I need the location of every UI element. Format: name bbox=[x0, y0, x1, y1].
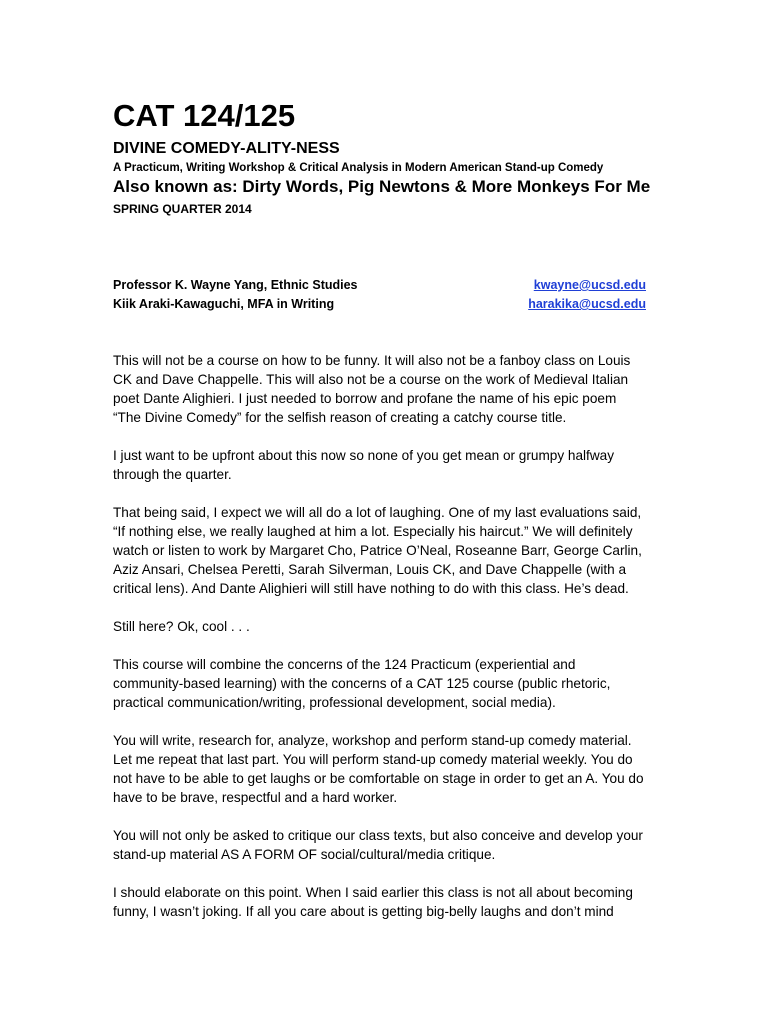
staff-block bbox=[113, 276, 646, 314]
staff-email-link[interactable]: kwayne@ucsd.edu bbox=[533, 278, 646, 292]
paragraph bbox=[113, 826, 661, 864]
staff-row bbox=[113, 276, 646, 295]
body-text bbox=[113, 351, 661, 940]
staff-name: Kiik Araki-Kawaguchi, MFA in Writing bbox=[113, 297, 335, 311]
paragraph-line: through the quarter. bbox=[113, 467, 232, 482]
paragraph-line: This will not be a course on how to be funny. It will also not be a fanboy class on Louis bbox=[113, 353, 631, 368]
course-subtitle: A Practicum, Writing Workshop & Critical Analysis in Modern American Stand-up Comedy bbox=[113, 162, 604, 174]
paragraph-line: You will write, research for, analyze, workshop and perform stand-up comedy material. bbox=[113, 733, 632, 748]
paragraph-line: I should elaborate on this point. When I said earlier this class is not all about becoming bbox=[113, 885, 633, 900]
paragraph-line: have to be brave, respectful and a hard worker. bbox=[113, 790, 398, 805]
paragraph-line: “The Divine Comedy” for the selfish reason of creating a catchy course title. bbox=[113, 410, 567, 425]
paragraph-line: That being said, I expect we will all do a lot of laughing. One of my last evaluations said, bbox=[113, 505, 642, 520]
paragraph-line: CK and Dave Chappelle. This will also not be a course on the work of Medieval Italian bbox=[113, 372, 629, 387]
staff-name: Professor K. Wayne Yang, Ethnic Studies bbox=[113, 278, 358, 292]
paragraph-line: watch or listen to work by Margaret Cho, Patrice O’Neal, Roseanne Barr, George Carlin, bbox=[113, 543, 642, 558]
paragraph-line: Still here? Ok, cool . . . bbox=[113, 619, 250, 634]
paragraph-line: This course will combine the concerns of the 124 Practicum (experiential and bbox=[113, 657, 576, 672]
paragraph bbox=[113, 655, 661, 712]
paragraph bbox=[113, 503, 661, 598]
paragraph bbox=[113, 446, 661, 484]
paragraph bbox=[113, 617, 661, 636]
paragraph-line: critical lens). And Dante Alighieri will still have nothing to do with this class. He’s dead. bbox=[113, 581, 629, 596]
paragraph-line: Let me repeat that last part. You will perform stand-up comedy material weekly. You do bbox=[113, 752, 633, 767]
paragraph bbox=[113, 883, 661, 921]
course-title: DIVINE COMEDY-ALITY-NESS bbox=[113, 140, 340, 157]
paragraph-line: stand-up material AS A FORM OF social/cultural/media critique. bbox=[113, 847, 496, 862]
paragraph-line: I just want to be upfront about this now so none of you get mean or grumpy halfway bbox=[113, 448, 614, 463]
term: SPRING QUARTER 2014 bbox=[113, 202, 252, 216]
paragraph-line: Aziz Ansari, Chelsea Peretti, Sarah Silverman, Louis CK, and Dave Chappelle (with a bbox=[113, 562, 627, 577]
also-known-as: Also known as: Dirty Words, Pig Newtons & More Monkeys For Me bbox=[113, 177, 651, 196]
paragraph-line: funny, I wasn’t joking. If all you care about is getting big-belly laughs and don’t mind bbox=[113, 904, 614, 919]
paragraph-line: “If nothing else, we really laughed at him a lot. Especially his haircut.” We will definitely bbox=[113, 524, 633, 539]
course-code: CAT 124/125 bbox=[113, 98, 296, 133]
staff-row bbox=[113, 295, 646, 314]
paragraph bbox=[113, 731, 661, 807]
paragraph-line: You will not only be asked to critique our class texts, but also conceive and develop your bbox=[113, 828, 643, 843]
staff-email-link[interactable]: harakika@ucsd.edu bbox=[528, 297, 646, 311]
paragraph bbox=[113, 351, 661, 427]
paragraph-line: not have to be able to get laughs or be comfortable on stage in order to get an A. You do bbox=[113, 771, 644, 786]
paragraph-line: practical communication/writing, professional development, social media). bbox=[113, 695, 556, 710]
paragraph-line: poet Dante Alighieri. I just needed to borrow and profane the name of his epic poem bbox=[113, 391, 617, 406]
paragraph-line: community-based learning) with the concerns of a CAT 125 course (public rhetoric, bbox=[113, 676, 611, 691]
